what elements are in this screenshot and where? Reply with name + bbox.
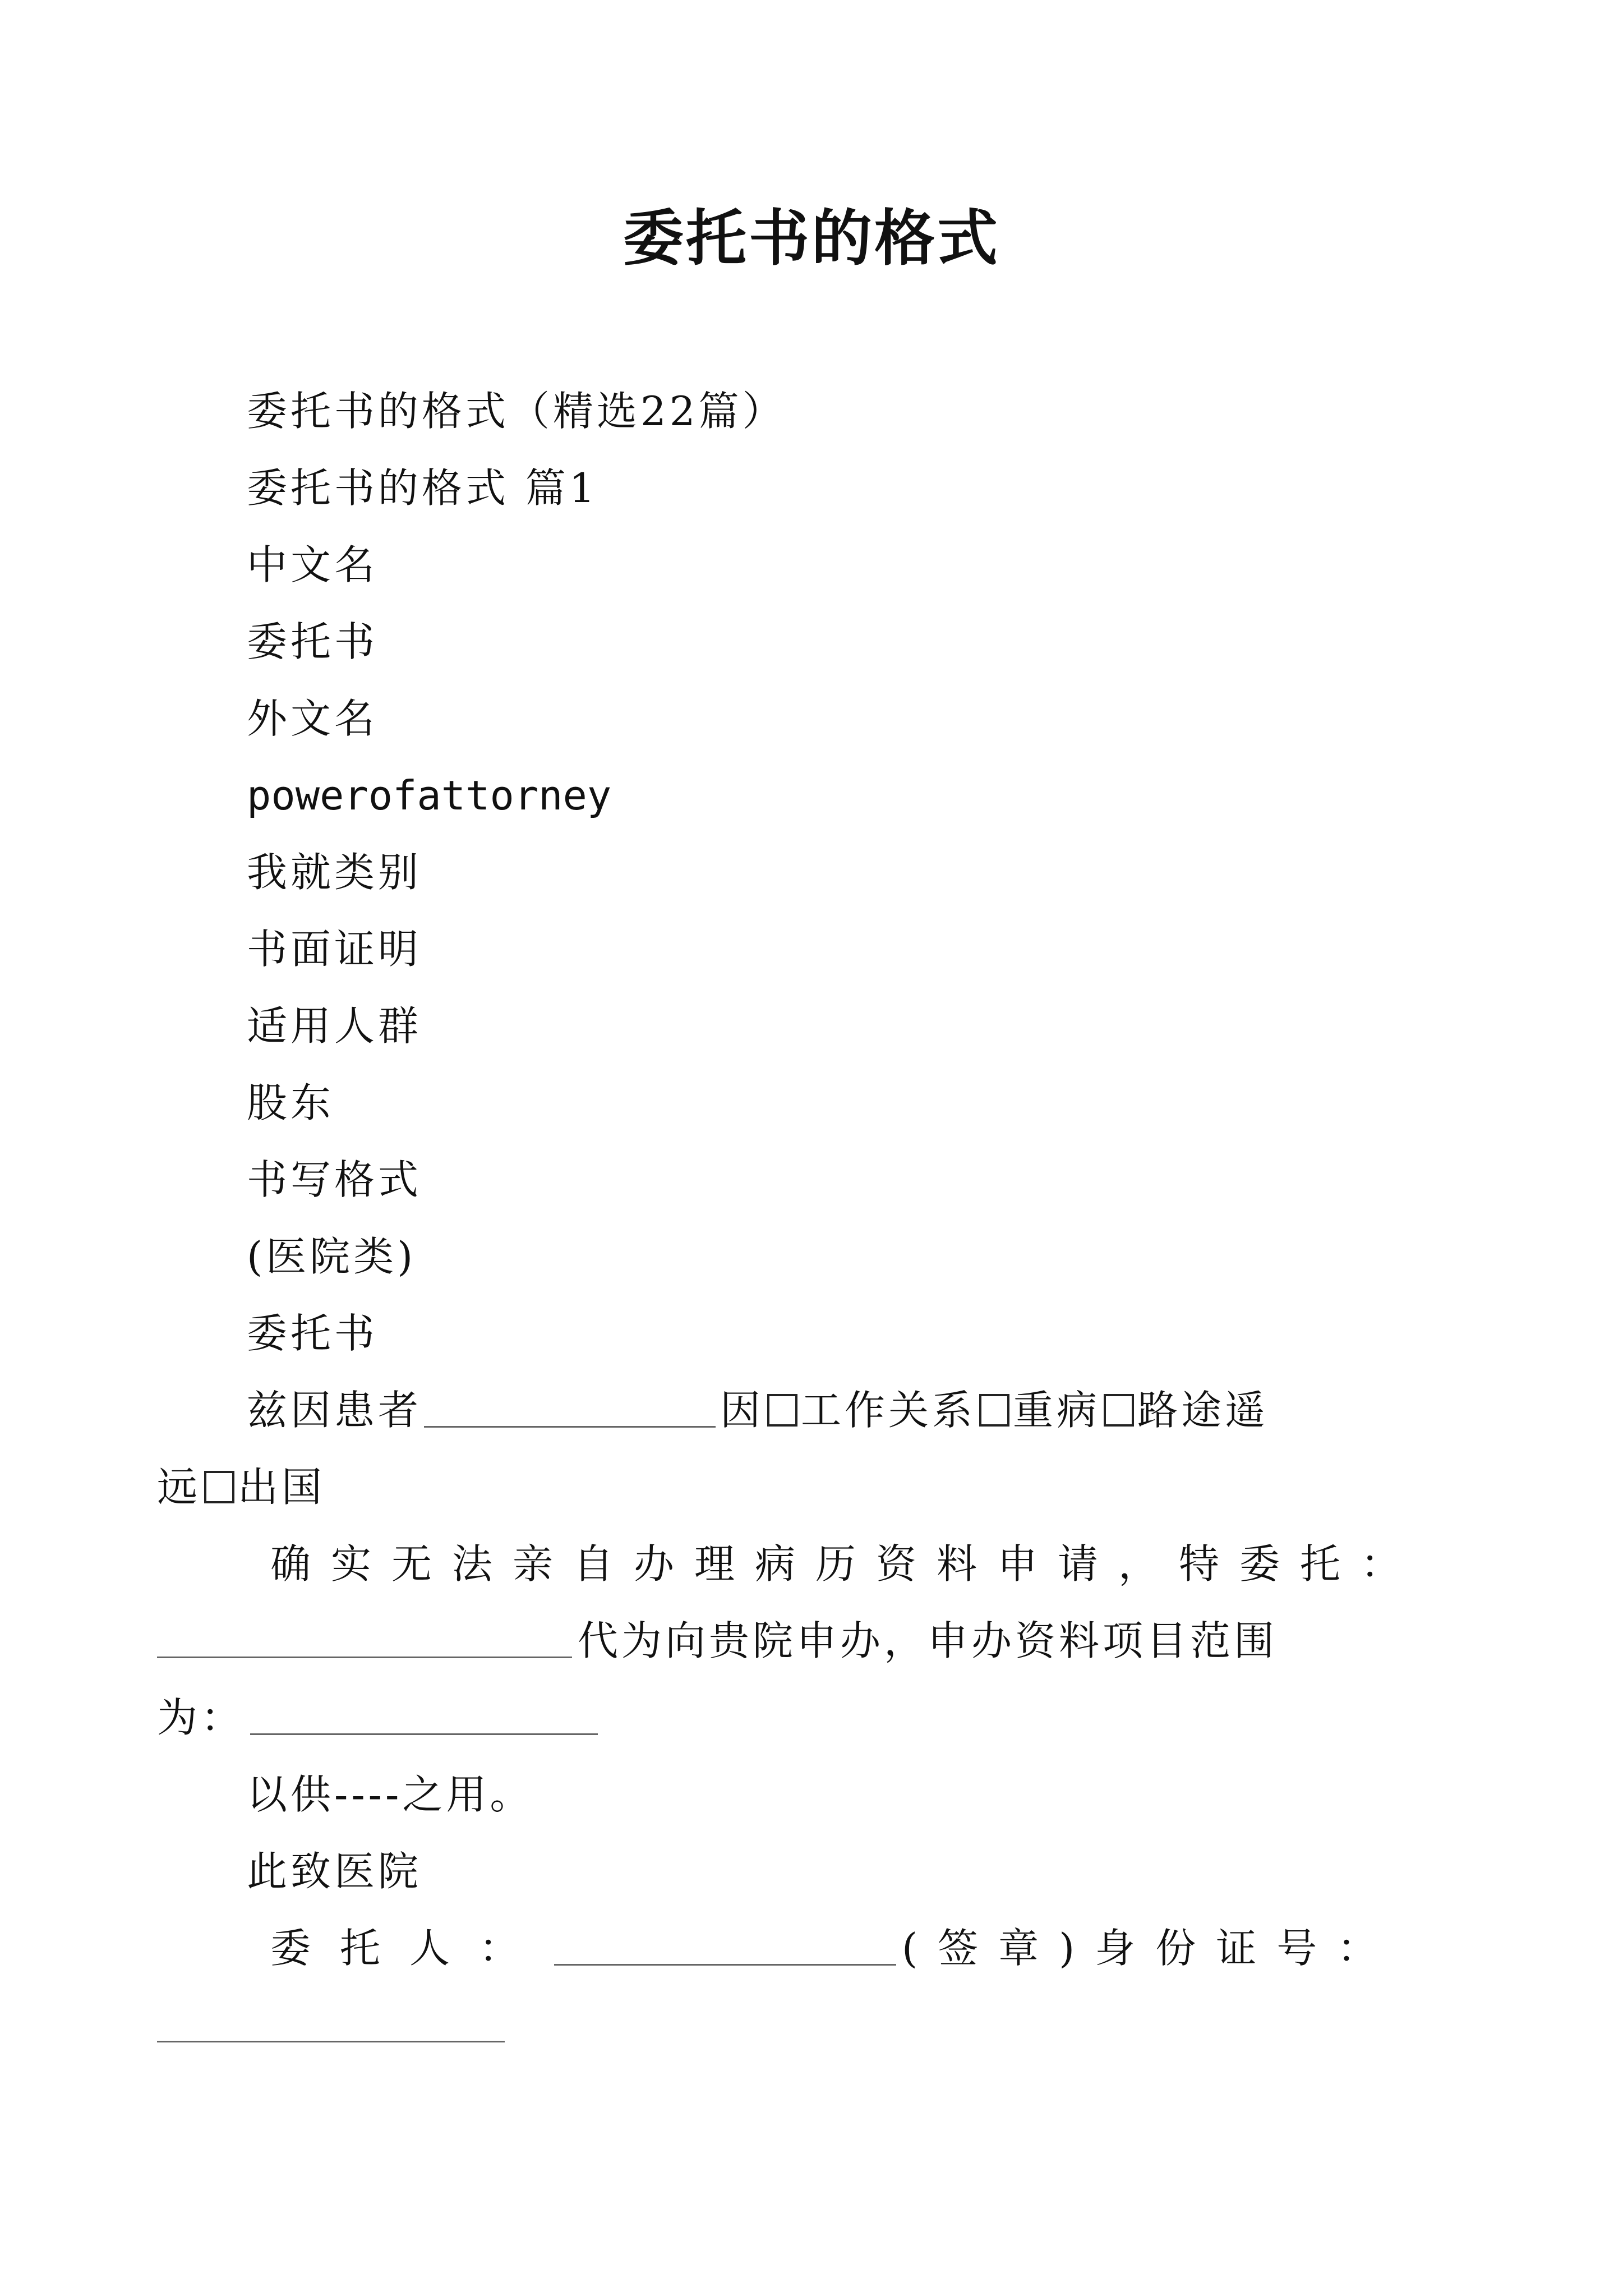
agent-text: 代为向贵院申办，申办资料项目范围 xyxy=(578,1617,1278,1664)
checkbox-abroad xyxy=(204,1471,234,1503)
form-heading: 委托书 xyxy=(247,1310,379,1357)
reason-distance-label: 路途遥 xyxy=(1137,1387,1269,1434)
document-body xyxy=(157,373,1422,2064)
checkbox-distance xyxy=(1104,1394,1134,1427)
purpose-line: 以供----之用。 xyxy=(247,1771,534,1818)
seal-id-label: (签章)身份证号： xyxy=(902,1925,1398,1972)
checkbox-illness xyxy=(979,1394,1009,1427)
patient-prefix: 兹因患者 xyxy=(247,1387,422,1434)
section-heading: 委托书的格式 篇1 xyxy=(247,464,598,512)
field-value-format: (医院类) xyxy=(247,1233,417,1280)
field-label-format: 书写格式 xyxy=(247,1156,422,1203)
checkbox-work xyxy=(767,1394,797,1427)
reason-work-label: 工作关系 xyxy=(801,1387,976,1434)
unable-line: 确实无法亲自办理病历资料申请，特委托： xyxy=(270,1540,1422,1588)
patient-name-blank xyxy=(424,1387,716,1428)
reason-prefix: 因 xyxy=(720,1387,764,1434)
principal-signature-blank xyxy=(554,1925,896,1966)
agent-name-blank xyxy=(157,1617,572,1658)
field-label-category: 我就类别 xyxy=(247,849,422,896)
principal-label: 委托人： xyxy=(270,1925,549,1972)
reason-distance-label-end: 远 xyxy=(157,1464,201,1511)
reason-abroad-label: 出国 xyxy=(238,1464,326,1511)
field-label-audience: 适用人群 xyxy=(247,1002,422,1050)
id-number-blank xyxy=(157,2001,505,2042)
agent-line xyxy=(157,1603,1391,1680)
subtitle-line: 委托书的格式（精选22篇） xyxy=(247,388,786,435)
patient-reason-line xyxy=(247,1372,1391,1449)
field-value-chinese-name: 委托书 xyxy=(247,618,379,665)
field-value-foreign-name: powerofattorney xyxy=(247,772,612,819)
scope-line xyxy=(157,1680,1391,1756)
scope-prefix: 为： xyxy=(157,1694,245,1741)
field-value-audience: 股东 xyxy=(247,1079,335,1126)
reason-illness-label: 重病 xyxy=(1013,1387,1101,1434)
salutation-line: 此致医院 xyxy=(247,1848,422,1895)
reason-continued-line xyxy=(157,1449,1391,1526)
document-title: 委托书的格式 xyxy=(623,203,1000,274)
field-label-chinese-name: 中文名 xyxy=(247,541,379,588)
field-label-foreign-name: 外文名 xyxy=(247,695,379,742)
id-number-line xyxy=(157,1987,1391,2064)
scope-blank xyxy=(250,1694,598,1735)
field-value-category: 书面证明 xyxy=(247,926,422,973)
principal-line xyxy=(247,1910,1398,1987)
